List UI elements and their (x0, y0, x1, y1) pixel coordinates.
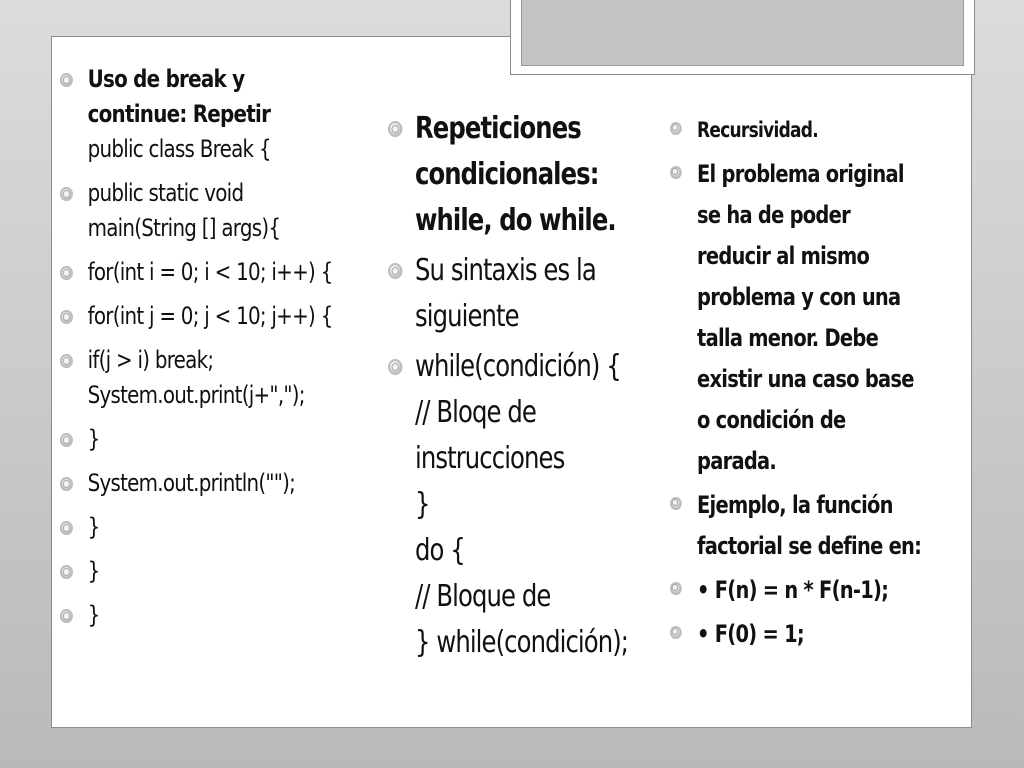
bullet-icon (388, 359, 402, 375)
list-item (670, 154, 940, 482)
bullet-icon (670, 166, 682, 179)
item-text: • F(n) = n * F(n-1); (697, 576, 889, 604)
bullet-icon (60, 187, 73, 201)
list-item (60, 466, 336, 501)
item-text: Ejemplo, la función factorial se define en: (697, 491, 922, 560)
bullet-icon (60, 565, 73, 579)
item-text: for(int j = 0; j < 10; j++) { (87, 302, 333, 330)
column-recursion (670, 110, 940, 658)
bullet-icon (670, 582, 682, 595)
bullet-icon (60, 266, 73, 280)
bullet-icon (60, 310, 73, 324)
item-text: } (87, 513, 100, 541)
item-heading: Uso de break y continue: Repetir (87, 65, 271, 128)
item-text: public static void main(String [] args){ (87, 179, 281, 242)
item-text: if(j > i) break; System.out.print(j+","); (87, 346, 305, 409)
bullet-icon (670, 122, 682, 135)
list-item (60, 510, 336, 545)
bullet-icon (60, 477, 73, 491)
list-item (60, 422, 336, 457)
top-decoration-tab (510, 0, 975, 75)
bullet-icon (60, 521, 73, 535)
item-text: } (87, 557, 100, 585)
item-text: for(int i = 0; i < 10; i++) { (87, 258, 333, 286)
list-item (670, 570, 940, 611)
list-item (670, 110, 940, 151)
item-text: • F(0) = 1; (697, 620, 804, 648)
section-heading: Repeticiones condicionales: while, do while. (415, 111, 616, 238)
bullet-icon (388, 121, 402, 137)
column-while-loops (388, 106, 640, 670)
column-break-continue (60, 62, 336, 642)
bullet-icon (60, 433, 73, 447)
list-item (388, 106, 640, 244)
item-text: } (87, 601, 100, 629)
bullet-icon (60, 354, 73, 368)
list-item (60, 62, 336, 167)
item-text: public class Break { (87, 135, 271, 163)
bullet-icon (670, 497, 682, 510)
list-item (60, 299, 336, 334)
bullet-icon (60, 609, 73, 623)
list-item (60, 554, 336, 589)
bullet-icon (388, 263, 402, 279)
syntax-intro: Su sintaxis es la siguiente (415, 253, 596, 334)
list-item (60, 598, 336, 633)
bullet-icon (60, 73, 73, 87)
list-item (670, 485, 940, 567)
item-text: System.out.println(""); (87, 469, 296, 497)
list-item (60, 176, 336, 246)
list-item (60, 255, 336, 290)
list-item (388, 344, 640, 666)
item-text: Recursividad. (697, 118, 818, 142)
list-item (670, 614, 940, 655)
item-text: } (87, 425, 100, 453)
list-item (60, 343, 336, 413)
list-item (388, 248, 640, 340)
bullet-icon (670, 626, 682, 639)
item-text: El problema original se ha de poder reducir al mismo problema y con una talla menor. Debe existir una caso base o condición de parada. (697, 160, 914, 475)
top-decoration-tab-inner (521, 0, 964, 66)
code-block: while(condición) { // Bloqe de instrucciones } do { // Bloque de } while(condición); (415, 349, 629, 660)
